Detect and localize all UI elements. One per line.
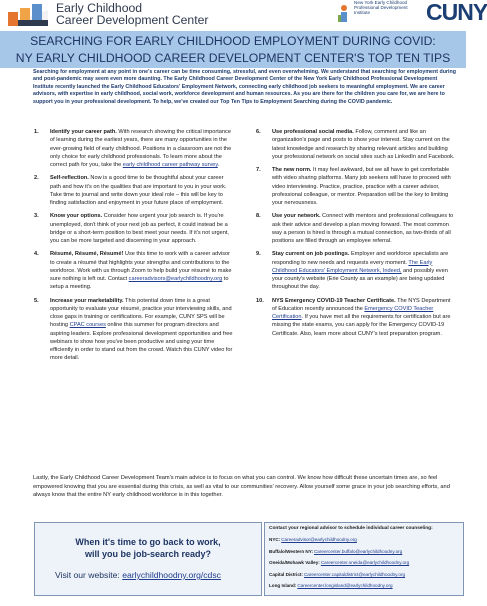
partner-logos [336,0,487,29]
cuny-logo: CUNY [426,0,487,25]
cta-box [34,522,262,596]
contact-region: Capital District: [269,571,303,577]
tip-text-after: . If you have met all the requirements for certification but are missing the state exams, you can apply for the Emergency COVID-19 Certificate. Also, learn more about CUNY's test preparation program. [272,314,451,337]
tip-item [34,174,234,207]
org-name-line2: Career Development Center [56,13,209,27]
tip-item [256,250,456,291]
tip-item [256,212,456,245]
contact-email-link[interactable]: Careercenter.buffalo@earlychildhoodny.org [313,548,403,554]
tip-title: Identify your career path. [50,129,117,135]
tip-title: NYS Emergency COVID-19 Teacher Certificate. [272,297,396,304]
tip-item [256,297,456,338]
tip-title: The new norm. [272,167,312,173]
tip-number: 2. [34,175,39,182]
ecdc-logo-icon [4,2,50,28]
nyi-logo-icon [336,3,352,25]
tip-text: This potential down time is a great opportunity to evaluate your résumé, practice your interviewing skills, and close gaps in training or certifications. For example, CUNY SPS will be hosting [50,297,232,329]
website-line [55,570,221,580]
tip-title: Increase your marketability. [50,297,124,304]
tip-text: Use this time to work with a career advisor to create a résumé that highlights your strengths and contributions to the workforce. Work with us through Zoom to help build your résumé to make sure nothing is left out. Contact [50,251,232,282]
tip-text: Now is a good time to be thoughtful about your career path and how it's on the qualities that are important to you in your work. Take time to journal and write down your ideal role – this will be key to finding satisfaction and enjoyment in your future place of employment. [50,175,227,206]
tip-text: The NYS Department of Education recently announced the [272,297,451,312]
tip-number: 9. [256,251,261,258]
tip-text-after: . [217,162,220,168]
tip-title: Use professional social media. [272,129,354,135]
contact-row [269,572,405,577]
org-name [56,2,208,26]
closing-paragraph: Lastly, the Early Childhood Career Development Team's main advice is to focus on what you can control. We know how difficult these uncertain times are, so feel empowered knowing that you are essential during this crisis, as well as vital to our communities' recovery. Allow yourself some grace in your job searching efforts, and always know that the entire NY early childhood workforce is in this together. [33,475,450,499]
tip-text: Connect with mentors and professional colleagues to ask their advice and develop a plan moving forward. The most common way a person is hired is through a mutual connection, as two-thirds of all positions are filled through an employee referral. [272,213,454,244]
tip-item [256,128,456,161]
tip-link[interactable]: CPAC courses [69,322,106,329]
contact-email-link[interactable]: Careeradvisor@earlychildhoodny.org [281,537,357,542]
tip-number: 8. [256,213,261,220]
tip-item [34,128,234,169]
contact-email-link[interactable]: Careercenter.oneida@earlychildhoodny.org [320,560,410,565]
tip-title: Know your options. [50,213,103,220]
tip-title: Self-reflection. [50,175,89,182]
org-name-line1: Early Childhood [56,1,143,15]
title-line2: NY EARLY CHILDHOOD CAREER DEVELOPMENT CENTER'S TOP TEN TIPS [15,51,451,65]
tip-text: Consider how urgent your job search is. If you're unemployed, don't think of your next job as perfect, it could instead be a bridge or a short-term position to best meet your needs. If it's not urgent, you can be more targeted and discerning in your approach. [50,213,229,244]
contact-region: Long Island: [269,583,297,588]
website-link[interactable]: earlychildhoodny.org/cdsc [122,570,221,580]
tip-text: It may feel awkward, but we all have to get comfortable with video sharing platforms. Many job seekers will have to proceed with video interviewing. Practice, practice, practice with a career advisor, professional colleague, or mentor. Preparation will be the key to limiting your nervousness. [272,167,451,206]
tip-number: 7. [256,167,261,173]
cta-question-line1: When it's time to go back to work, [75,537,221,547]
tip-link[interactable]: early childhood career pathway survey [122,162,218,168]
tip-title: Use your network. [272,213,321,220]
tip-link[interactable]: careeradvisors@earlychildhoodny.org [128,276,223,282]
contact-row [269,537,357,542]
tip-item [34,212,234,245]
tip-item [34,297,234,363]
tip-link[interactable]: Emergency COVID Teacher Certification [272,305,434,320]
contact-region: Buffalo/Western NY: [269,548,313,554]
tip-number: 10. [256,297,264,304]
contact-row [269,549,402,554]
contact-email-link[interactable]: Careercenter.longisland@earlychildhoodny.org [297,583,393,588]
contact-heading: Contact your regional advisor to schedule individual career counseling: [269,526,433,531]
header [0,0,487,30]
tip-text: Employer and workforce specialists are responding to new needs and requests every moment. [272,251,449,266]
tip-link[interactable]: The Early Childhood Educators' Employment Network, Indeed, [272,259,433,274]
tip-title: Stay current on job postings. [272,251,350,258]
tip-number: 4. [34,251,39,258]
tip-item [34,250,234,291]
tip-number: 3. [34,213,39,220]
contact-email-link[interactable]: Careercenter.capitaldistrict@earlychildhoodny.org [303,571,406,577]
nyi-text: New York Early Childhood Professional Development Institute [354,0,408,15]
tip-number: 1. [34,129,39,135]
cta-question-line2: will you be job-search ready? [84,549,212,559]
tip-number: 5. [34,297,39,304]
contact-row [269,560,409,565]
tip-text: With research showing the critical importance of learning during the earliest years, there are many opportunities in the ever-growing field of early childhood. Positions in a classroom are not the only choice for early childhood professionals. To learn more about the correct path for you, take the [50,129,232,168]
tip-number: 6. [256,129,261,135]
tip-text: Follow, comment and like an organization's page and posts to show your interest. Stay current on the latest knowledge and research by sharing relevant articles and building your professional network on social sites such as LinkedIn and Facebook. [272,129,455,160]
tips-right-column [256,128,456,343]
contact-region: Oneida/Mohawk Valley: [269,560,320,565]
title-line1: SEARCHING FOR EARLY CHILDHOOD EMPLOYMENT DURING COVID: [30,34,436,48]
website-label: Visit our website: [55,570,123,580]
intro-paragraph: Searching for employment at any point in one's career can be time consuming, stressful, and even overwhelming. We understand that searching for employment during and post-pandemic may seem even more daunting. The Early Childhood Career Development Center of the New York Early Childhood Professional Development Institute recently launched the Early Childhood Educators' Employment Network, connecting early childhood job seekers to meaningful employment. We are career advisors, with expertise in early childhood, social work, workforce development and human resources. As you are there for the children you care for, we are here to support you in your professional development. To help, we've created our Top Ten Tips to Employment Searching during the COVID pandemic. [33,69,456,105]
tip-item [256,166,456,207]
contact-region: NYC: [269,537,281,542]
tip-text-after: and possibly even your county's website (Erie County as an example) are being updated throughout the day. [272,267,448,291]
contact-row [269,583,393,588]
contact-box [264,522,464,596]
tip-text-after: online this summer for program directors and aspiring leaders. Explore professional development opportunities and free webinars to show how you've been productive and using your time efficiently in order to stand out from the crowd. Watch this CUNY video for more detail. [50,322,233,362]
tip-title: Résumé, Résumé, Résumé! [50,251,124,258]
tips-left-column [34,128,234,368]
tip-text-after: to setup a meeting. [50,276,229,291]
